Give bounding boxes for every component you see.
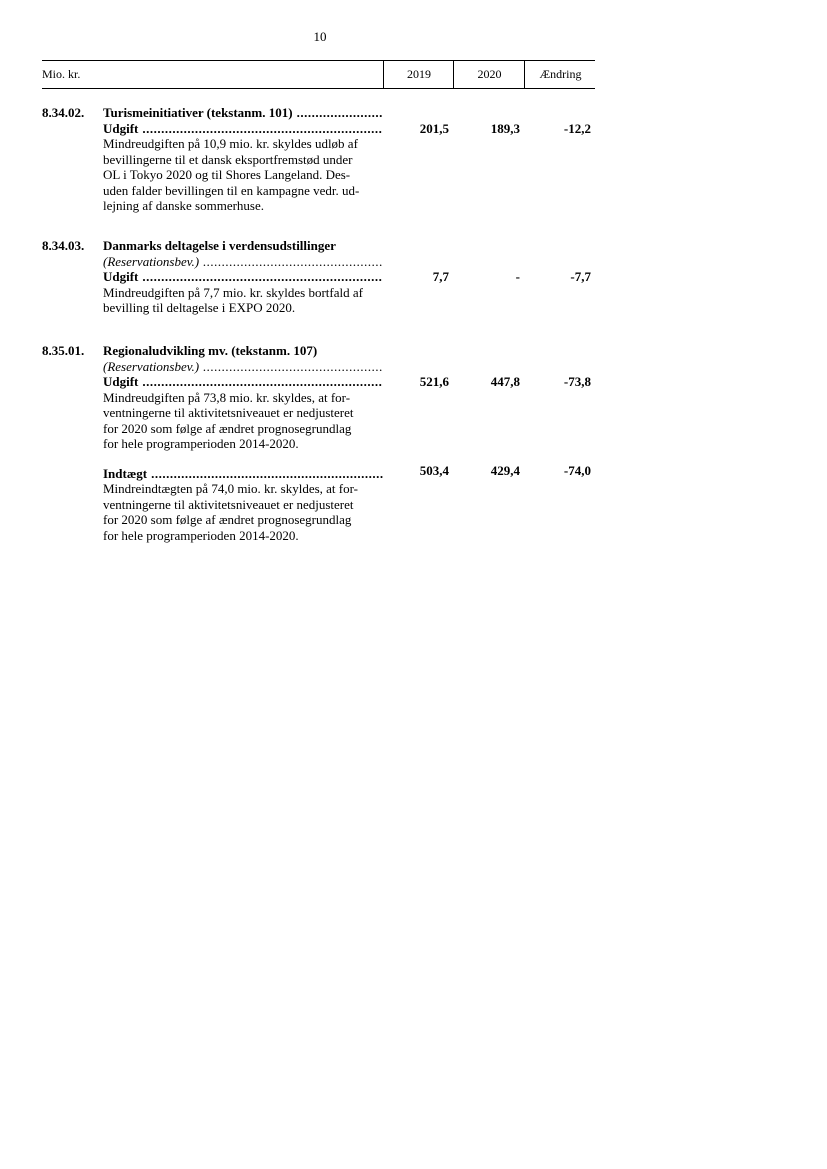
value-2020: 447,8: [490, 374, 520, 389]
second-value-2019: 503,4: [419, 463, 449, 478]
value-change: -73,8: [563, 374, 591, 389]
header-2019: 2019: [383, 61, 454, 88]
line-label: Udgift .....: [103, 269, 383, 285]
second-line-label: Indtægt .....: [103, 466, 383, 482]
value-2019: 521,6: [419, 374, 449, 389]
line-label: Udgift .....: [103, 374, 383, 390]
entry-note: Mindreudgiften på 10,9 mio. kr. skyldes udløb af bevillingerne til et dansk eksportfremstød under OL i Tokyo 2020 og til Shores Langeland. Des- uden falder bevillingen til en kampagne vedr. ud- lejning af danske sommerhuse.: [103, 136, 360, 213]
second-note: Mindreindtægten på 74,0 mio. kr. skyldes, at for- ventningerne til aktivitetsniveauet er nedjusteret for 2020 som følge af ændret prognosegrundlag for hele programperioden 2014-2020.: [103, 481, 359, 543]
entry-title: Danmarks deltagelse i verdensudstillinger: [103, 238, 336, 253]
value-2019: 7,7: [432, 269, 449, 284]
entry-title: Turismeinitiativer (tekstanm. 101) .....: [103, 105, 383, 121]
entry-code: 8.35.01.: [42, 343, 85, 358]
entry-note: Mindreudgiften på 73,8 mio. kr. skyldes, at for- ventningerne til aktivitetsniveauet er nedjusteret for 2020 som følge af ændret prognosegrundlag for hele programperioden 2014-2020.: [103, 389, 354, 451]
value-2020: -: [515, 269, 520, 284]
header-change: Ændring: [524, 61, 596, 88]
entry-code: 8.34.03.: [42, 238, 85, 253]
second-value-2020: 429,4: [490, 463, 520, 478]
value-change: -7,7: [570, 269, 591, 284]
second-value-change: -74,0: [563, 463, 591, 478]
value-2019: 201,5: [419, 120, 449, 136]
entry-note: Mindreudgiften på 7,7 mio. kr. skyldes bortfald af bevilling til deltagelse i EXPO 2020.: [103, 284, 363, 315]
entry-subtitle: (Reservationsbev.) .....: [103, 254, 383, 270]
entry-subtitle: (Reservationsbev.) .....: [103, 359, 383, 375]
entry-code: 8.34.02.: [42, 105, 85, 120]
entry-title: Regionaludvikling mv. (tekstanm. 107): [103, 343, 318, 358]
header-label: Mio. kr.: [42, 67, 81, 81]
table-header: [42, 60, 595, 89]
header-2020: 2020: [453, 61, 525, 88]
entry-body: [103, 238, 383, 316]
value-2020: 189,3: [490, 120, 520, 136]
value-change: -12,2: [563, 120, 591, 136]
entry-body: [103, 343, 383, 543]
entry-body: [103, 105, 383, 214]
page-number: 10: [313, 29, 327, 44]
line-label: Udgift .....: [103, 121, 383, 137]
